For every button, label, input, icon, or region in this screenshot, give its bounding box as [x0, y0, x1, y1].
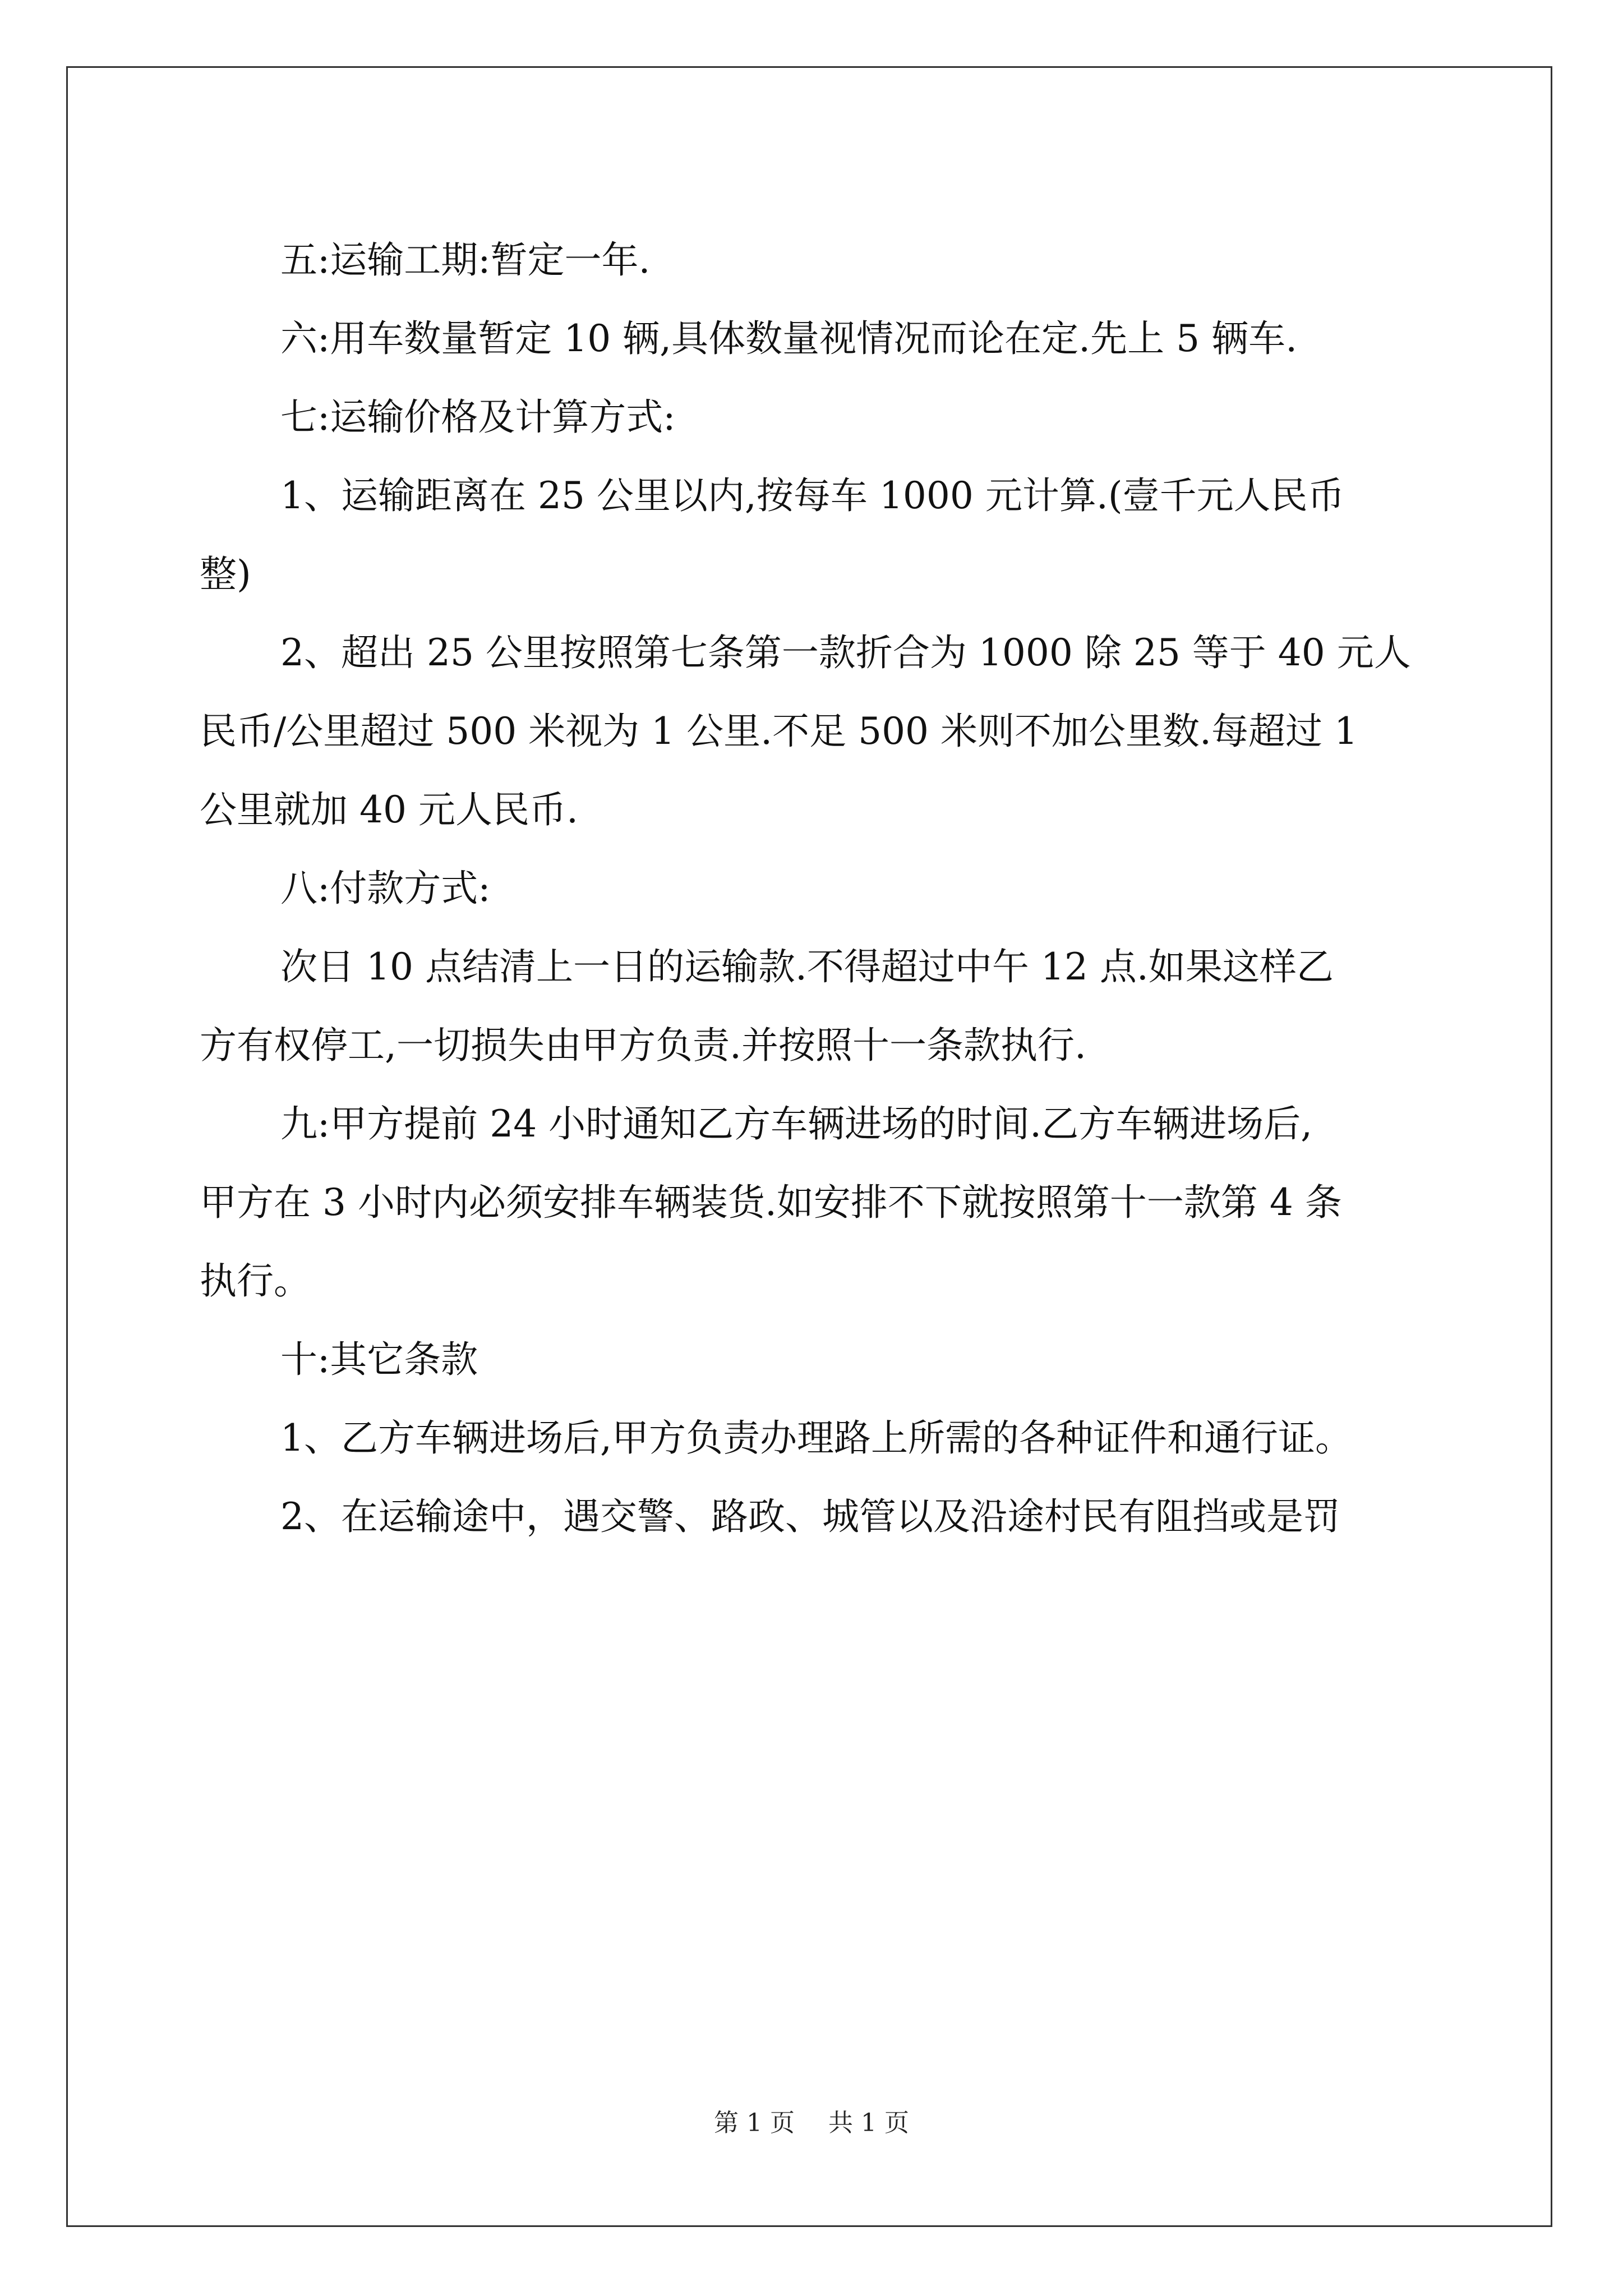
- paragraph-line: 六:用车数量暂定 10 辆,具体数量视情况而论在定.先上 5 辆车.: [280, 317, 1298, 360]
- paragraph-line: 甲方在 3 小时内必须安排车辆装货.如安排不下就按照第十一款第 4 条: [200, 1181, 1342, 1224]
- page-number: 第 1 页: [714, 2109, 795, 2137]
- paragraph-line: 1、乙方车辆进场后,甲方负责办理路上所需的各种证件和通行证。: [280, 1416, 1352, 1460]
- paragraph-line: 2、超出 25 公里按照第七条第一款折合为 1000 除 25 等于 40 元人: [280, 631, 1411, 674]
- paragraph-line: 整): [200, 553, 251, 596]
- paragraph-line: 执行。: [200, 1259, 311, 1303]
- paragraph-line: 次日 10 点结清上一日的运输款.不得超过中午 12 点.如果这样乙: [280, 945, 1334, 988]
- paragraph-line: 七:运输价格及计算方式:: [280, 395, 676, 439]
- paragraph-line: 五:运输工期:暂定一年.: [280, 238, 651, 282]
- paragraph-line: 八:付款方式:: [280, 867, 491, 910]
- paragraph-line: 1、运输距离在 25 公里以内,按每车 1000 元计算.(壹千元人民币: [280, 474, 1345, 517]
- page-footer: [0, 2106, 1623, 2140]
- paragraph-line: 九:甲方提前 24 小时通知乙方车辆进场的时间.乙方车辆进场后,: [280, 1102, 1313, 1145]
- paragraph-line: 公里就加 40 元人民币.: [200, 788, 578, 831]
- page-total: 共 1 页: [828, 2109, 909, 2137]
- paragraph-line: 方有权停工,一切损失由甲方负责.并按照十一条款执行.: [200, 1024, 1086, 1067]
- paragraph-line: 2、在运输途中，遇交警、路政、城管以及沿途村民有阻挡或是罚: [280, 1495, 1340, 1538]
- paragraph-line: 十:其它条款: [280, 1338, 478, 1381]
- document-body: [200, 221, 1428, 1556]
- paragraph-line: 民币/公里超过 500 米视为 1 公里.不足 500 米则不加公里数.每超过 1: [200, 710, 1358, 753]
